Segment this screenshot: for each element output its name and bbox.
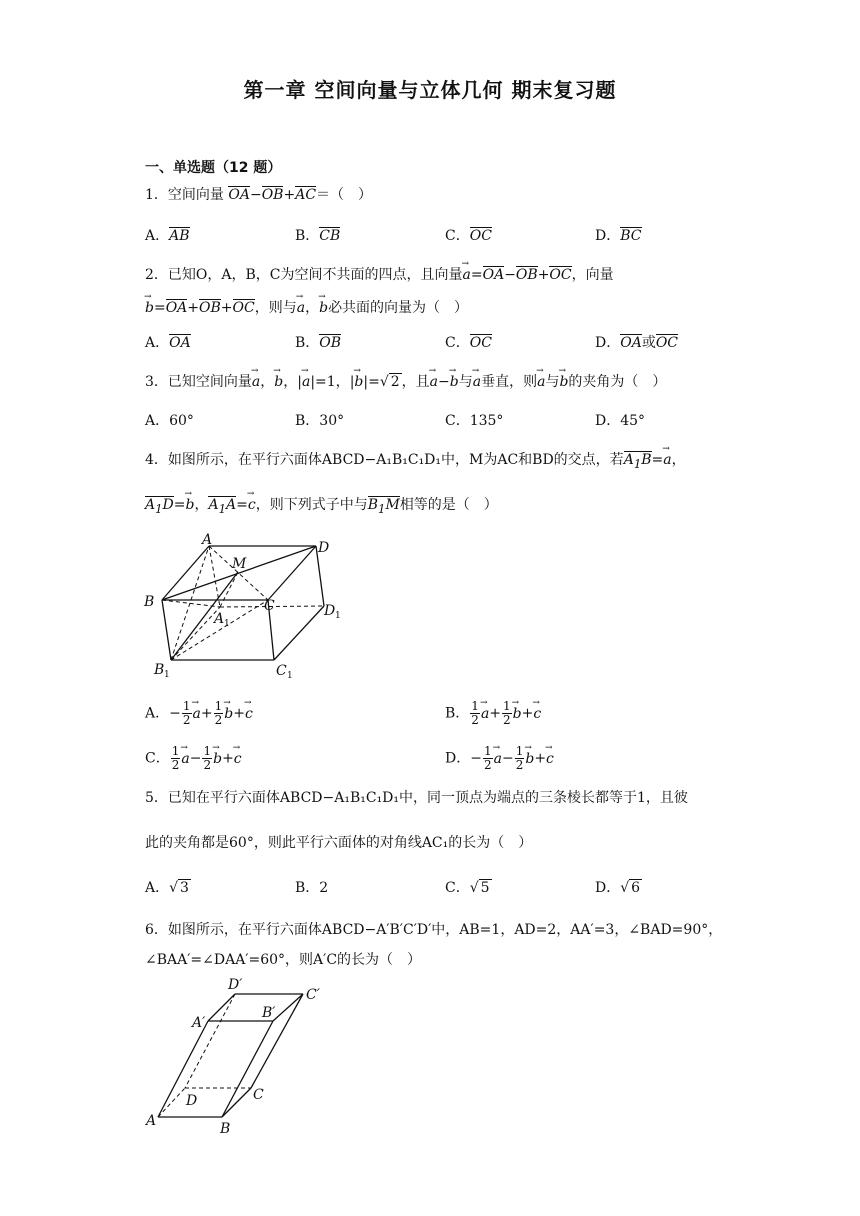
q6-parallelepiped-figure [140,975,340,1140]
vec-oa: OA [228,187,250,203]
q5-option-b[interactable]: B．2 [295,880,329,896]
svg-text:M: M [232,556,247,572]
svg-text:C′: C′ [306,987,320,1003]
svg-text:C: C [253,1087,264,1103]
svg-text:B′: B′ [262,1005,276,1021]
q1-option-a[interactable]: A．AB [145,228,190,244]
q4-option-c[interactable]: C． $\frac{1}{2}$ → a− $\frac{1}{2}$ → b+→ c [145,745,242,772]
svg-text:1: 1 [224,619,230,629]
q4-option-d[interactable]: D．− $\frac{1}{2}$ → a− $\frac{1}{2}$ → b+→ c [445,745,554,772]
q1-stem-suffix: ＝（ ） [316,187,373,203]
svg-text:1: 1 [164,670,170,680]
q2-option-d[interactable]: D．OA或OC [595,335,679,351]
q4-option-b[interactable]: B． $\frac{1}{2}$ → a+ $\frac{1}{2}$ → b+→ c [445,700,541,727]
svg-text:A: A [214,611,225,627]
svg-text:B: B [144,594,155,610]
q4-parallelepiped-figure [140,530,370,680]
q4-stem-line2: $A_1D=\to b$，$A_1A=\to c$，则下列式子中与$B_1M$相等的是（ ） [145,495,498,516]
svg-text:C: C [264,598,275,614]
svg-text:B: B [154,662,165,678]
q4-stem-line1: 4．如图所示，在平行六面体ABCD−A₁B₁C₁D₁中，M为AC和BD的交点，若$A_1B=\to a$， [145,450,686,471]
svg-text:1: 1 [287,671,293,680]
q3-stem: 3．已知空间向量→ a，→ b，|→ a|=1，|→ b|=√ 2 ，且→ a−→ b与→ a垂直，则→ a与→ b的夹角为（ ） [145,372,666,392]
q3-option-a[interactable]: A．60° [145,413,194,429]
q2-stem-line2: → b=OA+OB+OC，则与→ a，→ b必共面的向量为（ ） [145,298,468,318]
svg-text:A: A [202,532,213,548]
svg-text:D′: D′ [228,977,243,993]
q2-option-c[interactable]: C．OC [445,335,492,351]
q1-stem-prefix: 1．空间向量 [145,187,224,203]
svg-text:B: B [220,1121,231,1137]
section-heading: 一、单选题（12 题） [145,160,282,176]
q1-option-b[interactable]: B．CB [295,228,341,244]
svg-text:A′: A′ [192,1015,206,1031]
q1-option-c[interactable]: C．OC [445,228,492,244]
svg-text:D: D [318,540,330,556]
page-title: 第一章 空间向量与立体几何 期末复习题 [243,78,617,102]
q3-option-b[interactable]: B．30° [295,413,345,429]
q5-option-d[interactable]: D．√ 6 [595,880,641,896]
vec-ob: OB [261,187,284,203]
q1-option-d[interactable]: D．BC [595,228,642,244]
q3-option-d[interactable]: D．45° [595,413,646,429]
q6-stem-line1: 6．如图所示，在平行六面体ABCD−A′B′C′D′中，AB=1，AD=2，AA′=3，∠BAD=90°， [145,922,723,938]
q5-option-c[interactable]: C．√ 5 [445,880,490,896]
svg-text:1: 1 [335,611,341,621]
svg-text:D: D [324,603,336,619]
vec-ac: AC [295,187,317,203]
q3-option-c[interactable]: C．135° [445,413,504,429]
q4-option-a[interactable]: A．− $\frac{1}{2}$ → a+ $\frac{1}{2}$ → b+→ c [145,700,253,727]
q6-stem-line2: ∠BAA′=∠DAA′=60°，则A′C的长为（ ） [145,952,422,968]
q5-stem-line1: 5．已知在平行六面体ABCD−A₁B₁C₁D₁中，同一顶点为端点的三条棱长都等于1，且彼 [145,790,688,806]
svg-text:A: A [146,1113,157,1129]
q2-option-b[interactable]: B．OB [295,335,342,351]
q1-stem: 1．空间向量 OA−OB+AC＝（ ） [145,187,373,203]
q5-stem-line2: 此的夹角都是60°，则此平行六面体的对角线AC₁的长为（ ） [145,835,533,851]
q2-option-a[interactable]: A．OA [145,335,191,351]
svg-text:D: D [186,1093,198,1109]
q5-option-a[interactable]: A．√ 3 [145,880,189,896]
q2-stem-line1: 2．已知O，A，B，C为空间不共面的四点，且向量→ a=OA−OB+OC，向量 [145,265,614,285]
svg-text:C: C [276,663,287,679]
